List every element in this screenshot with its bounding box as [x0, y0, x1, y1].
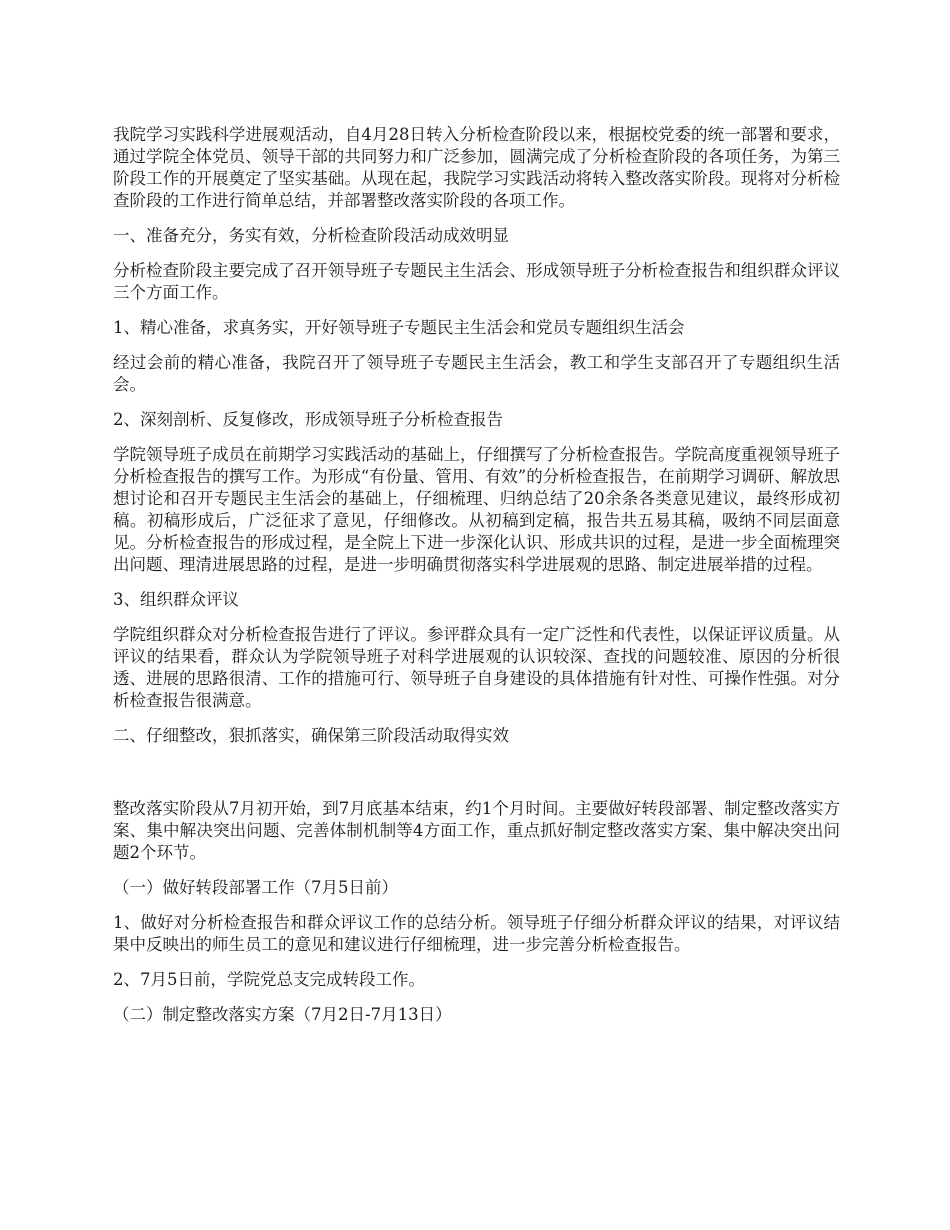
subheading-1-2: 2、深刻剖析、反复修改，形成领导班子分析检查报告: [113, 410, 503, 429]
paragraph-1-1: 经过会前的精心准备，我院召开了领导班子专题民主生活会，教工和学生支部召开了专题组织生活会。: [113, 353, 840, 394]
intro-paragraph: 我院学习实践科学进展观活动，自4月28日转入分析检查阶段以来，根据校党委的统一部署和要求，通过学院全体党员、领导干部的共同努力和广泛参加，圆满完成了分析检查阶段的各项任务，为第三阶段工作的开展奠定了坚实基础。从现在起，我院学习实践活动将转入整改落实阶段。现将对分析检查阶段的工作进行简单总结，并部署整改落实阶段的各项工作。: [113, 125, 840, 210]
subheading-1-3: 3、组织群众评议: [113, 590, 239, 609]
document-body: [113, 124, 840, 1039]
section-heading-1: 一、准备充分，务实有效，分析检查阶段活动成效明显: [113, 226, 509, 245]
subheading-2-1: （一）做好转段部署工作（7月5日前）: [113, 878, 398, 897]
section-1-summary: 分析检查阶段主要完成了召开领导班子专题民主生活会、形成领导班子分析检查报告和组织群众评议三个方面工作。: [113, 261, 840, 302]
paragraph-1-2: 学院领导班子成员在前期学习实践活动的基础上，仔细撰写了分析检查报告。学院高度重视领导班子分析检查报告的撰写工作。为形成“有份量、管用、有效”的分析检查报告，在前期学习调研、解放思想讨论和召开专题民主生活会的基础上，仔细梳理、归纳总结了20余条各类意见建议，最终形成初稿。初稿形成后，广泛征求了意见，仔细修改。从初稿到定稿，报告共五易其稿，吸纳不同层面意见。分析检查报告的形成过程，是全院上下进一步深化认识、形成共识的过程，是进一步全面梳理突出问题、理清进展思路的过程，是进一步明确贯彻落实科学进展观的思路、制定进展举措的过程。: [113, 445, 840, 574]
paragraph-1-3: 学院组织群众对分析检查报告进行了评议。参评群众具有一定广泛性和代表性，以保证评议质量。从评议的结果看，群众认为学院领导班子对科学进展观的认识较深、查找的问题较准、原因的分析很透、进展的思路很清、工作的措施可行、领导班子自身建设的具体措施有针对性、可操作性强。对分析检查报告很满意。: [113, 625, 840, 710]
section-2-summary: 整改落实阶段从7月初开始，到7月底基本结束，约1个月时间。主要做好转段部署、制定整改落实方案、集中解决突出问题、完善体制机制等4方面工作，重点抓好制定整改落实方案、集中解决突出问题2个环节。: [113, 799, 840, 862]
subheading-1-1: 1、精心准备，求真务实，开好领导班子专题民主生活会和党员专题组织生活会: [113, 318, 685, 337]
subheading-2-2: （二）制定整改落实方案（7月2日-7月13日）: [113, 1005, 452, 1024]
section-spacer: [113, 760, 840, 798]
section-heading-2: 二、仔细整改，狠抓落实，确保第三阶段活动取得实效: [113, 726, 509, 745]
item-2-1-2: 2、7月5日前，学院党总支完成转段工作。: [113, 970, 425, 989]
item-2-1-1: 1、做好对分析检查报告和群众评议工作的总结分析。领导班子仔细分析群众评议的结果，对评议结果中反映出的师生员工的意见和建议进行仔细梳理，进一步完善分析检查报告。: [113, 913, 840, 954]
